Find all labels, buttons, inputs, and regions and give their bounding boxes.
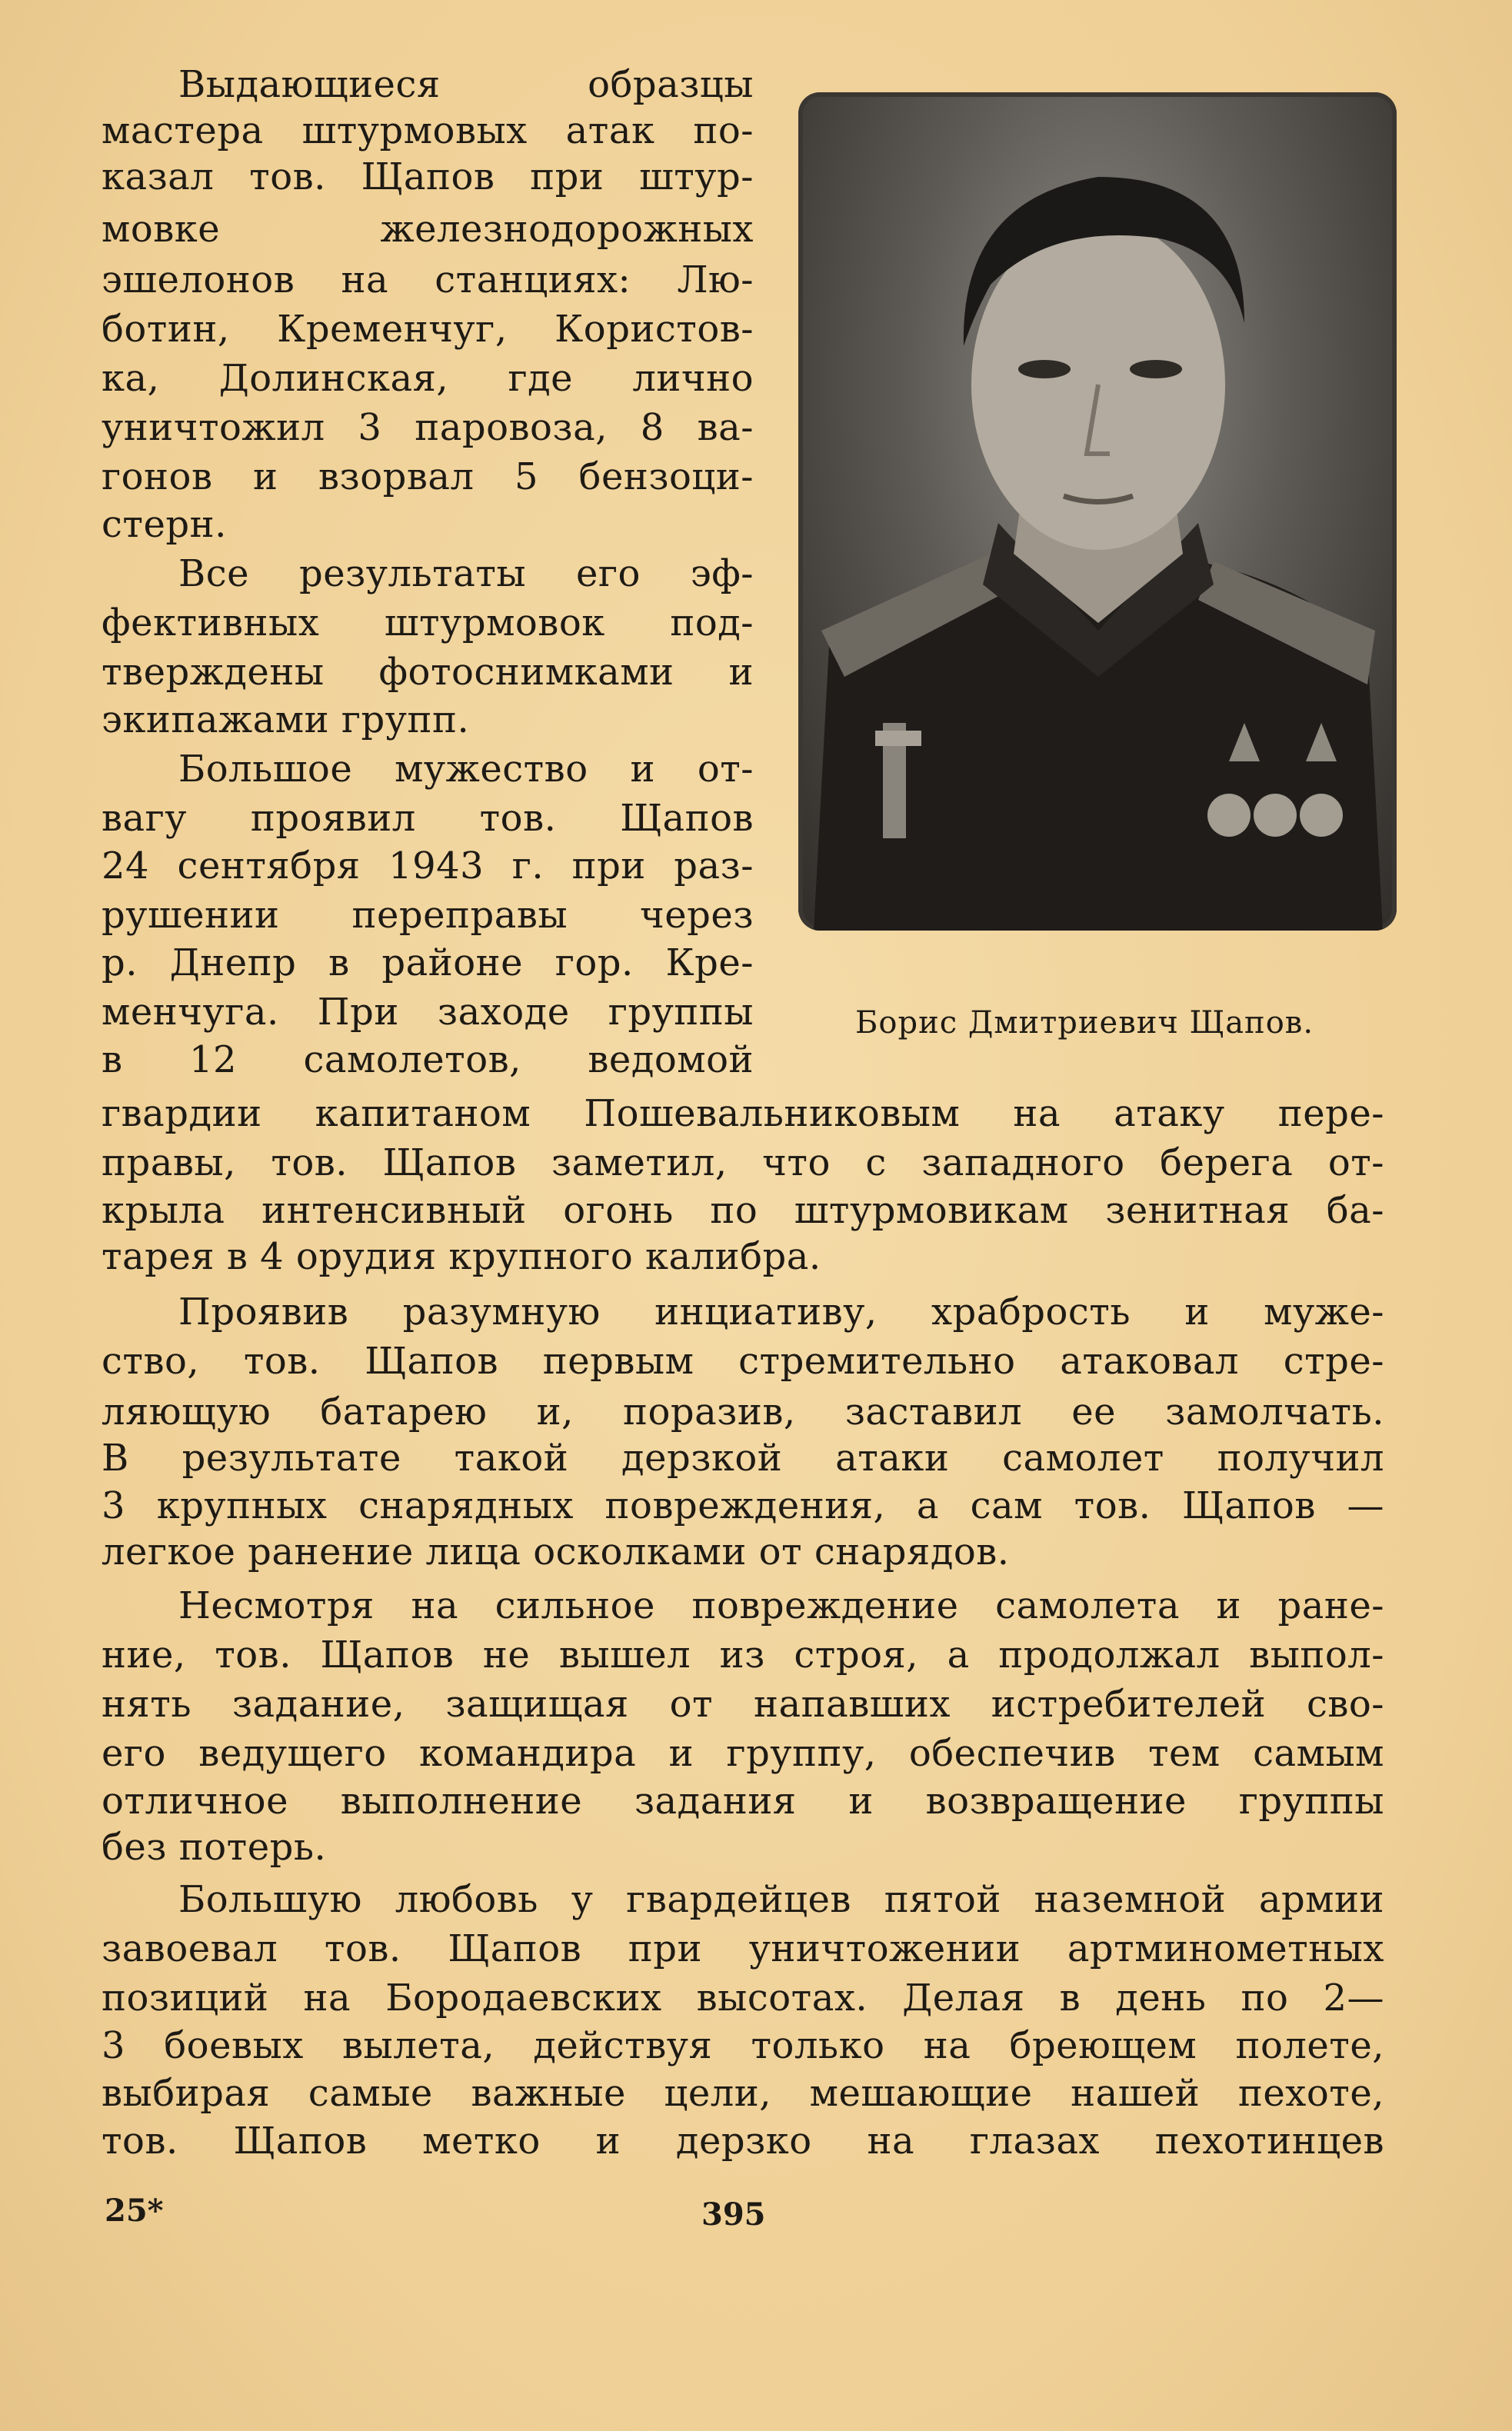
text-line: мовке железнодорожных	[102, 208, 754, 251]
text-line: ботин, Кременчуг, Користов-	[102, 308, 754, 351]
text-line: стерн.	[102, 503, 227, 546]
text-line: крыла интенсивный огонь по штурмовикам зенитная ба-	[102, 1189, 1384, 1232]
text-line: его ведущего командира и группу, обеспечив тем самым	[102, 1732, 1384, 1775]
photo-caption: Борис Дмитриевич Щапов.	[855, 1005, 1314, 1041]
text-line: ние, тов. Щапов не вышел из строя, а продолжал выпол-	[102, 1633, 1384, 1677]
text-line: Проявив разумную инциативу, храбрость и муже-	[178, 1290, 1384, 1334]
text-line: казал тов. Щапов при штур-	[102, 155, 754, 198]
text-line: р. Днепр в районе гор. Кре-	[102, 941, 754, 984]
text-line: менчуга. При заходе группы	[102, 991, 754, 1034]
text-line: ка, Долинская, где лично	[102, 357, 754, 400]
page-number: 395	[701, 2196, 766, 2233]
text-line: тов. Щапов метко и дерзко на глазах пехотинцев	[102, 2120, 1384, 2163]
text-line: экипажами групп.	[102, 698, 470, 741]
text-line: в 12 самолетов, ведомой	[102, 1038, 754, 1081]
portrait-figure	[798, 92, 1397, 931]
text-line: 3 боевых вылета, действуя только на бреющем полете,	[102, 2024, 1384, 2067]
text-line: эшелонов на станциях: Лю-	[102, 258, 754, 301]
text-line: 3 крупных снарядных повреждения, а сам тов. Щапов —	[102, 1484, 1384, 1527]
text-line: гонов и взорвал 5 бензоци-	[102, 455, 754, 498]
text-line: Несмотря на сильное повреждение самолета и ране-	[178, 1584, 1384, 1627]
text-line: без потерь.	[102, 1826, 327, 1869]
text-line: Все результаты его эф-	[178, 552, 754, 595]
text-line: мастера штурмовых атак по-	[102, 109, 754, 152]
text-line: рушении переправы через	[102, 894, 754, 937]
text-line: ство, тов. Щапов первым стремительно атаковал стре-	[102, 1340, 1384, 1383]
text-line: фективных штурмовок под-	[102, 601, 754, 644]
text-line: ляющую батарею и, поразив, заставил ее замолчать.	[102, 1390, 1384, 1434]
text-line: тверждены фотоснимками и	[102, 651, 754, 694]
text-line: нять задание, защищая от напавших истребителей сво-	[102, 1683, 1384, 1726]
text-line: Выдающиеся образцы	[178, 63, 754, 106]
portrait-photo	[798, 92, 1397, 931]
text-line: завоевал тов. Щапов при уничтожении артминометных	[102, 1927, 1384, 1970]
text-line: вагу проявил тов. Щапов	[102, 797, 754, 840]
text-line: правы, тов. Щапов заметил, что с западного берега от-	[102, 1141, 1384, 1184]
text-line: гвардии капитаном Пошевальниковым на атаку пере-	[102, 1092, 1384, 1135]
text-line: легкое ранение лица осколками от снарядов.	[102, 1530, 1010, 1573]
text-line: отличное выполнение задания и возвращение группы	[102, 1780, 1384, 1823]
text-line: Большое мужество и от-	[178, 748, 754, 791]
text-line: В результате такой дерзкой атаки самолет получил	[102, 1437, 1384, 1480]
text-line: тарея в 4 орудия крупного калибра.	[102, 1235, 821, 1278]
text-line: Большую любовь у гвардейцев пятой наземной армии	[178, 1878, 1384, 1921]
text-line: уничтожил 3 паровоза, 8 ва-	[102, 406, 754, 449]
text-line: 24 сентября 1943 г. при раз-	[102, 844, 754, 887]
text-line: позиций на Бородаевских высотах. Делая в день по 2—	[102, 1976, 1384, 2020]
text-line: выбирая самые важные цели, мешающие нашей пехоте,	[102, 2072, 1384, 2115]
signature-mark: 25*	[105, 2193, 164, 2229]
